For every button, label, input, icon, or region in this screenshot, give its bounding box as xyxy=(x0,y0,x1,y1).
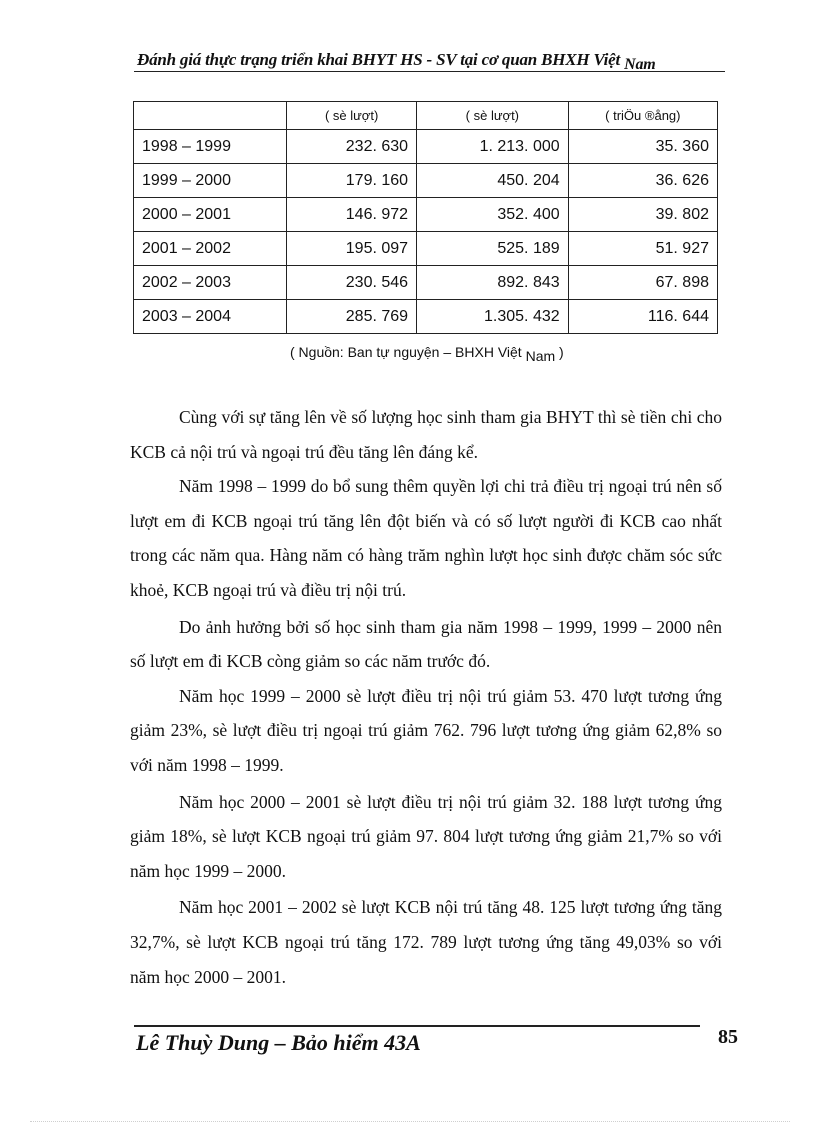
table-cell: 1.305. 432 xyxy=(417,300,569,334)
paragraph: Cùng với sự tăng lên về số lượng học sinh tham gia BHYT thì sè tiền chi cho KCB cả nội trú và ngoại trú đều tăng lên đáng kể. xyxy=(130,407,722,462)
table-cell: 450. 204 xyxy=(417,164,569,198)
table-cell: 352. 400 xyxy=(417,198,569,232)
table-cell-year: 2001 – 2002 xyxy=(134,232,287,266)
table-cell-year: 2003 – 2004 xyxy=(134,300,287,334)
page-header-title xyxy=(137,50,727,73)
table-row xyxy=(134,198,718,232)
table-cell: 195. 097 xyxy=(287,232,417,266)
header-title-text: Đánh giá thực trạng triển khai BHYT HS - SV tại cơ quan BHXH Việt xyxy=(137,50,625,69)
source-text-end: Nam xyxy=(525,348,556,364)
table-row xyxy=(134,266,718,300)
table-cell: 116. 644 xyxy=(568,300,717,334)
body-text xyxy=(130,400,722,994)
table-cell: 230. 546 xyxy=(287,266,417,300)
paragraph: Năm học 2001 – 2002 sè lượt KCB nội trú tăng 48. 125 lượt tương ứng tăng 32,7%, sè lượt KCB ngoại trú tăng 172. 789 lượt tương ứng tăng 49,03% so với năm học 2000 – 2001. xyxy=(130,897,722,987)
table-cell-year: 2002 – 2003 xyxy=(134,266,287,300)
source-text: ( Nguồn: Ban tự nguyện – BHXH Việt xyxy=(290,344,526,360)
footer-rule xyxy=(134,1025,700,1027)
paragraph: Năm học 1999 – 2000 sè lượt điều trị nội trú giảm 53. 470 lượt tương ứng giảm 23%, sè lượt điều trị ngoại trú giảm 762. 796 lượt tương ứng giảm 62,8% so với năm 1998 – 1999. xyxy=(130,685,722,775)
paragraph: Năm học 2000 – 2001 sè lượt điều trị nội trú giảm 32. 188 lượt tương ứng giảm 18%, sè lượt KCB ngoại trú giảm 97. 804 lượt tương ứng giảm 21,7% so với năm học 1999 – 2000. xyxy=(130,791,722,881)
table-cell: 1. 213. 000 xyxy=(417,130,569,164)
table-cell: 232. 630 xyxy=(287,130,417,164)
table-cell-year: 1998 – 1999 xyxy=(134,130,287,164)
table-cell: 146. 972 xyxy=(287,198,417,232)
paragraph: Năm 1998 – 1999 do bổ sung thêm quyền lợi chi trả điều trị ngoại trú nên số lượt em đi KCB ngoại trú tăng lên đột biến và có số lượt người đi KCB cao nhất trong các năm qua. Hàng năm có hàng trăm nghìn lượt học sinh được chăm sóc sức khoẻ, KCB ngoại trú và điều trị nội trú. xyxy=(130,476,722,600)
table-cell xyxy=(134,102,287,130)
table-source-note xyxy=(290,344,564,364)
table-cell-year: 1999 – 2000 xyxy=(134,164,287,198)
source-close: ) xyxy=(559,344,564,360)
table-cell: 39. 802 xyxy=(568,198,717,232)
footer-author: Lê Thuỳ Dung – Bảo hiểm 43A xyxy=(136,1030,421,1055)
page-number: 85 xyxy=(718,1026,738,1048)
table-row xyxy=(134,232,718,266)
table-units-row xyxy=(134,102,718,130)
table-cell: 892. 843 xyxy=(417,266,569,300)
table-cell: 51. 927 xyxy=(568,232,717,266)
table-cell: ( sè lượt) xyxy=(417,102,569,130)
paragraph: Do ảnh hưởng bởi số học sinh tham gia năm 1998 – 1999, 1999 – 2000 nên số lượt em đi KCB còng giảm so các năm trước đó. xyxy=(130,616,722,672)
table-cell: ( triÖu ®ång) xyxy=(568,102,717,130)
table-cell: ( sè lượt) xyxy=(287,102,417,130)
table-row xyxy=(134,300,718,334)
table-row xyxy=(134,164,718,198)
table-cell: 36. 626 xyxy=(568,164,717,198)
table-cell: 285. 769 xyxy=(287,300,417,334)
table-row xyxy=(134,130,718,164)
header-rule xyxy=(134,71,725,72)
header-title-end: Nam xyxy=(624,56,656,73)
table-cell: 35. 360 xyxy=(568,130,717,164)
table-cell: 179. 160 xyxy=(287,164,417,198)
table-cell: 67. 898 xyxy=(568,266,717,300)
table-cell: 525. 189 xyxy=(417,232,569,266)
table-cell-year: 2000 – 2001 xyxy=(134,198,287,232)
bottom-dotted-border xyxy=(30,1121,790,1122)
statistics-table xyxy=(133,101,718,334)
